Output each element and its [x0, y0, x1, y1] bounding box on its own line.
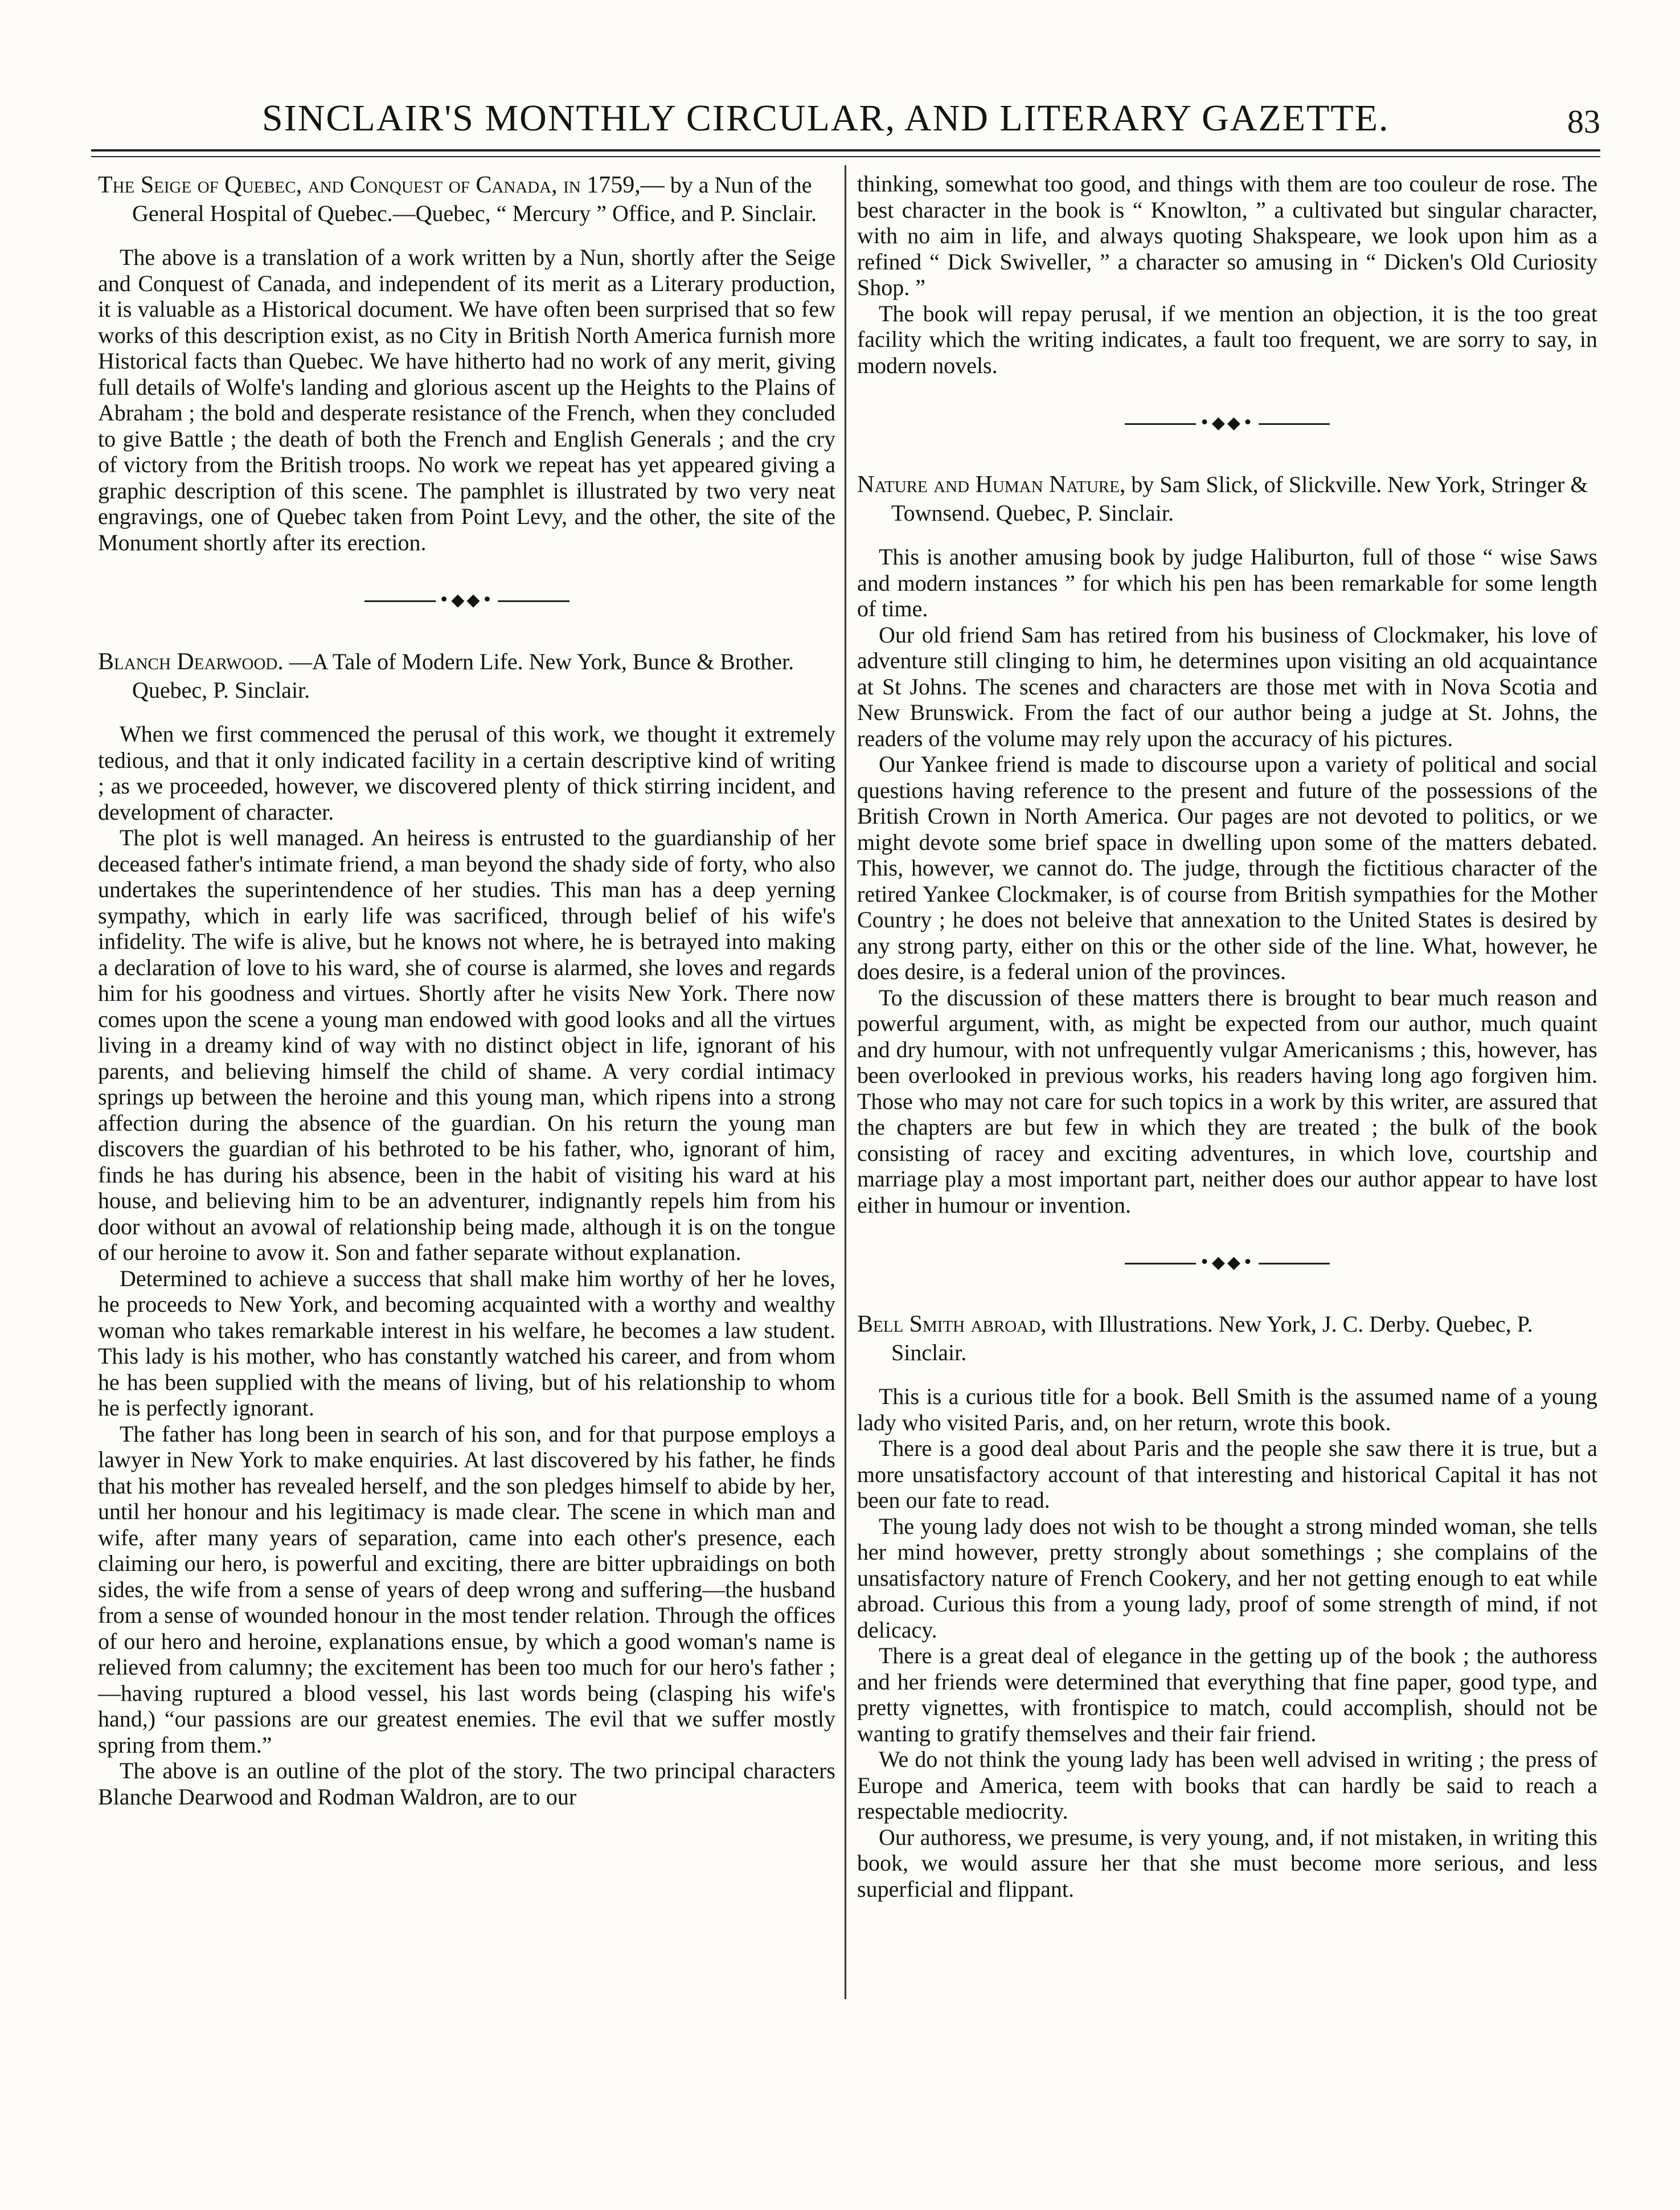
review-subtitle: by a Nun of the General Hospital of Quebec.—Quebec, “ Mercury ” Office, and P. Sinclair. [132, 172, 817, 226]
ornament-icon: •◆◆• [1196, 415, 1259, 432]
section-separator [857, 412, 1597, 435]
page-number: 83 [1567, 103, 1600, 140]
review-title: Blanch Dearwood. [98, 649, 284, 675]
review-paragraph: The young lady does not wish to be thought a strong minded woman, she tells her mind however, pretty strongly about somethings ; she complains of the unsatisfactory nature of French Cookery, and her not getting enough to eat while abroad. Curious this from a young lady, proof of some strength of mind, if not delicacy. [857, 1513, 1597, 1643]
left-column [98, 171, 835, 1810]
review-paragraph: There is a good deal about Paris and the people she saw there it is true, but a more unsatisfactory account of that interesting and historical Capital it has not been our fate to read. [857, 1435, 1597, 1513]
review-paragraph: Determined to achieve a success that shall make him worthy of her he loves, he proceeds to New York, and becoming acquainted with a worthy and wealthy woman who takes remarkable interest in his welfare, he becomes a law student. This lady is his mother, who has constantly watched his career, and from whom he has been supplied with the means of living, but of his relationship to whom he is perfectly ignorant. [98, 1265, 835, 1421]
review-paragraph: Our old friend Sam has retired from his business of Clockmaker, his love of adventure still clinging to him, he determines upon visiting an old acquaintance at St Johns. The scenes and characters are those met with in Nova Scotia and New Brunswick. From the fact of our author being a judge at St. Johns, the readers of the volume may rely upon the accuracy of his pictures. [857, 621, 1597, 751]
review-paragraph: This is a curious title for a book. Bell Smith is the assumed name of a young lady who visited Paris, and, on her return, wrote this book. [857, 1384, 1597, 1435]
review-subtitle: with Illustrations. New York, J. C. Derby. Quebec, P. Sinclair. [891, 1311, 1533, 1365]
review-paragraph: The father has long been in search of his son, and for that purpose employs a lawyer in New York to make enquiries. At last discovered by his father, he finds that his mother has revealed herself, and the son pledges himself to abide by her, until her honour and his legitimacy is made clear. The scene in which man and wife, after many years of separation, came into each other's presence, each claiming our hero, is powerful and exciting, there are bitter upbraidings on both sides, the wife from a sense of years of deep wrong and suffering—the husband from a sense of wounded honour in the most tender relation. Through the offices of our hero and heroine, explanations ensue, by which a good woman's name is relieved from calumny; the excitement has been too much for our hero's father ;—having ruptured a blood vessel, his last words being (clasping his wife's hand,) “our passions are our greatest enemies. The evil that we suffer mostly spring from them.” [98, 1421, 835, 1758]
review-heading-seige-of-quebec [98, 171, 835, 227]
review-title: The Seige of Quebec, and Conquest of Canada, in 1759,— [98, 172, 665, 198]
review-paragraph: The book will repay perusal, if we mention an objection, it is the too great facility which the writing indicates, a fault too frequent, we are sorry to say, in modern novels. [857, 300, 1597, 378]
review-paragraph: Our authoress, we presume, is very young, and, if not mistaken, in writing this book, we would assure her that she must become more serious, and less superficial and flippant. [857, 1824, 1597, 1902]
header-rule [91, 149, 1600, 152]
ornament-icon: •◆◆• [1196, 1254, 1259, 1271]
right-column [857, 171, 1597, 1902]
review-paragraph: There is a great deal of elegance in the getting up of the book ; the authoress and her friends were determined that everything that fine paper, good type, and pretty vignettes, with frontispice to match, could accomplish, should not be wanting to gratify themselves and their fair friend. [857, 1643, 1597, 1746]
column-divider [845, 165, 846, 1999]
page-header [91, 85, 1600, 148]
review-paragraph: We do not think the young lady has been well advised in writing ; the press of Europe and America, teem with books that can hardly be said to reach a respectable mediocrity. [857, 1746, 1597, 1824]
section-separator [857, 1252, 1597, 1275]
review-paragraph-continued: The above is an outline of the plot of the story. The two principal characters Blanche Dearwood and Rodman Waldron, are to our [98, 1758, 835, 1810]
review-paragraph: This is another amusing book by judge Haliburton, full of those “ wise Saws and modern instances ” for which his pen has been remarkable for some length of time. [857, 544, 1597, 621]
ornament-icon: •◆◆• [436, 592, 498, 609]
header-rule-thin [91, 156, 1600, 157]
review-heading-nature-and-human-nature [857, 470, 1597, 527]
review-paragraph: The plot is well managed. An heiress is entrusted to the guardianship of her deceased father's intimate friend, a man beyond the shady side of forty, who also undertakes the superintendence of her studies. This man has a deep yerning sympathy, which in early life was sacrificed, through belief of his wife's infidelity. The wife is alive, but he knows not where, he is betrayed into making a declaration of love to his ward, she of course is alarmed, she loves and regards him for his goodness and virtues. Shortly after he visits New York. There now comes upon the scene a young man endowed with good looks and all the virtues living in a dreamy kind of way with no distinct object in life, ignorant of his parents, and believing himself the child of shame. A very cordial intimacy springs up between the heroine and this young man, which ripens into a strong affection during the absence of the guardian. On his return the young man discovers the guardian of his bethroted to be his father, who, ignorant of him, finds he has during his absence, been in the habit of visiting his ward at his house, and believing him to be an adventurer, indignantly repels him from his door without an avowal of relationship being made, although it is on the tongue of our heroine to avow it. Son and father separate without explanation. [98, 825, 835, 1265]
review-title: Nature and Human Nature, [857, 472, 1126, 498]
review-paragraph: To the discussion of these matters there is brought to bear much reason and powerful argument, with, as might be expected from our author, much quaint and dry humour, with not unfrequently vulgar Americanisms ; this, however, has been overlooked in previous works, his readers having long ago forgiven him. Those who may not care for such topics in a work by this writer, are assured that the chapters are but few in which they are treated ; the bulk of the book consisting of racey and exciting adventures, in which love, courtship and marriage play a most important part, neither does our author appear to have lost either in humour or invention. [857, 984, 1597, 1218]
review-paragraph: The above is a translation of a work written by a Nun, shortly after the Seige and Conquest of Canada, and independent of its merit as a Literary production, it is valuable as a Historical document. We have often been surprised that so few works of this description exist, as no City in British North America furnish more Historical facts than Quebec. We have hitherto had no work of any merit, giving full details of Wolfe's landing and glorious ascent up the Heights to the Plains of Abraham ; the bold and desperate resistance of the French, when they concluded to give Battle ; the death of both the French and English Generals ; and the cry of victory from the British troops. No work we repeat has yet appeared giving a graphic description of this scene. The pamphlet is illustrated by two very neat engravings, one of Quebec taken from Point Levy, and the other, the site of the Monument shortly after its erection. [98, 244, 835, 555]
review-paragraph: Our Yankee friend is made to discourse upon a variety of political and social questions having reference to the present and future of the possessions of the British Crown in North America. Our pages are not devoted to politics, or we might devote some brief space in dwelling upon some of the matters debated. This, however, we cannot do. The judge, through the fictitious character of the retired Yankee Clockmaker, is of course from British sympathies for the Mother Country ; he does not beleive that annexation to the United States is desired by any strong party, either on this or the other side of the line. What, however, he does desire, is a federal union of the provinces. [857, 751, 1597, 984]
section-separator [98, 590, 835, 612]
review-paragraph: When we first commenced the perusal of this work, we thought it extremely tedious, and that it only indicated facility in a certain descriptive kind of writing ; as we proceeded, however, we discovered plenty of thick stirring incident, and development of character. [98, 721, 835, 825]
review-subtitle: by Sam Slick, of Slickville. New York, Stringer & Townsend. Quebec, P. Sinclair. [891, 472, 1588, 526]
journal-title: SINCLAIR'S MONTHLY CIRCULAR, AND LITERARY GAZETTE. [262, 97, 1390, 139]
review-subtitle: —A Tale of Modern Life. New York, Bunce & Brother. Quebec, P. Sinclair. [132, 649, 794, 703]
review-heading-blanch-dearwood [98, 648, 835, 704]
review-paragraph-continuation: thinking, somewhat too good, and things with them are too couleur de rose. The best character in the book is “ Knowlton, ” a cultivated but singular character, with no aim in life, and always quoting Shakspeare, we look upon him as a refined “ Dick Swiveller, ” a character so amusing in “ Dicken's Old Curiosity Shop. ” [857, 171, 1597, 300]
review-title: Bell Smith abroad, [857, 1311, 1047, 1337]
review-heading-bell-smith-abroad [857, 1310, 1597, 1366]
